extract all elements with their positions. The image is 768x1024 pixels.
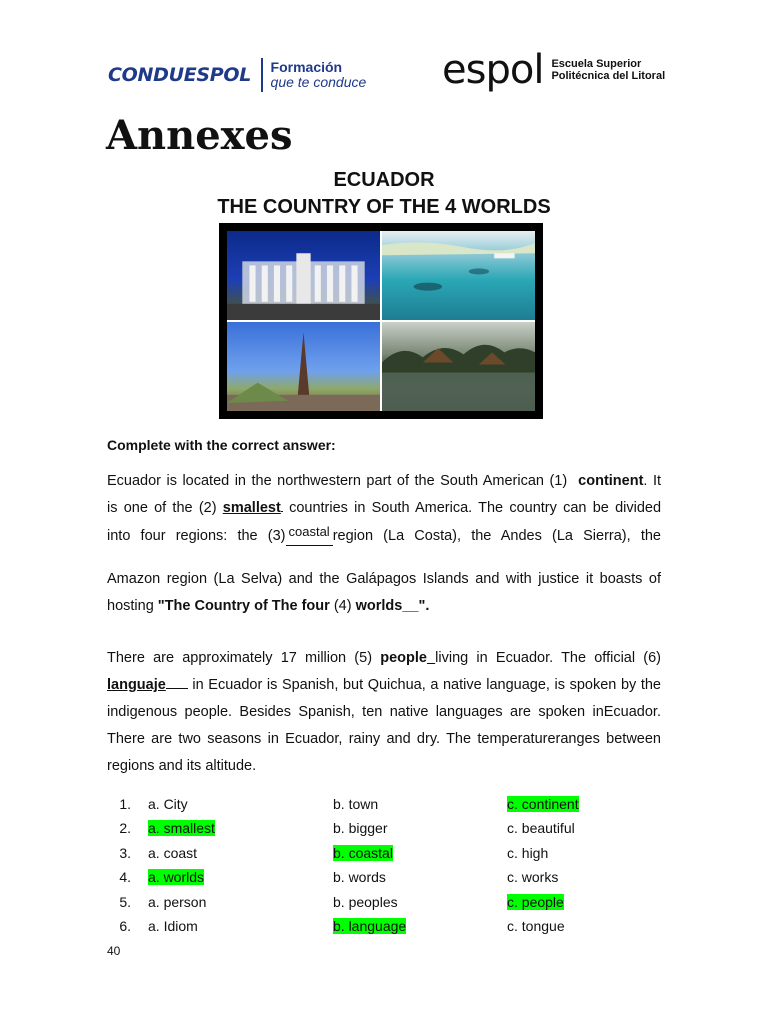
formacion-line1: Formación [270, 59, 343, 75]
p2-line5: regions and its altitude. [107, 758, 257, 774]
text-span: region (La Costa), the Andes (La Sierra), the [332, 528, 661, 544]
option-cell-c [507, 841, 667, 865]
p2-line1 [107, 645, 661, 672]
option-c: c. beautiful [507, 820, 575, 837]
option-cell-a [148, 914, 333, 938]
option-row [107, 914, 667, 938]
option-cell-a [148, 865, 333, 889]
p1-line2 [107, 495, 661, 522]
answer-2: smallest [222, 500, 281, 516]
answer-4: worlds__". [355, 598, 430, 614]
answer-3: coastal [286, 518, 333, 546]
option-number: 6. [119, 917, 131, 934]
blank-line [281, 511, 283, 512]
p1-line5 [107, 593, 661, 620]
instruction-text: Complete with the correct answer: [107, 437, 336, 453]
p2-line2 [107, 672, 661, 699]
option-cell-a [148, 792, 333, 816]
answer-6: languaje [107, 677, 166, 693]
paragraph-1 [107, 468, 661, 620]
logo-divider [261, 58, 263, 92]
option-number: 5. [119, 893, 131, 910]
espol-logo [442, 47, 666, 93]
option-a: a. worlds [148, 869, 205, 886]
option-cell-c [507, 792, 667, 816]
text-span: is one of the (2) [107, 500, 217, 516]
option-a: a. Idiom [148, 917, 198, 934]
conduespol-logo [108, 58, 366, 92]
answer-5: people [380, 650, 427, 666]
text-span: into four regions: the (3) [107, 528, 286, 544]
page-heading: Annexes [106, 112, 293, 159]
blank-line [166, 688, 188, 689]
option-a: a. smallest [148, 820, 215, 837]
option-b: b. coastal [333, 844, 393, 861]
text-span: countries in South America. The country can be divided [289, 500, 662, 516]
option-number: 3. [119, 844, 131, 861]
option-c: c. people [507, 893, 564, 910]
p2-line4: There are two seasons in Ecuador, rainy and dry. The temperatureranges between [107, 731, 661, 747]
option-cell-c [507, 914, 667, 938]
option-number: 1. [119, 796, 131, 812]
text-span: living in Ecuador. The official (6) [435, 650, 662, 666]
option-b: b. bigger [333, 820, 388, 837]
espol-name-line1: Escuela Superior [551, 58, 642, 70]
photo-amazon-lodge [382, 322, 535, 411]
option-cell-a [148, 890, 333, 914]
text-span: (4) [333, 598, 352, 614]
formacion-tagline [271, 60, 367, 90]
option-a: a. person [148, 893, 207, 910]
p2-line3: indigenous people. Besides Spanish, ten native languages are spoken inEcuador. [107, 704, 661, 720]
option-c: c. works [507, 869, 559, 886]
option-row [107, 890, 667, 914]
option-row [107, 792, 667, 816]
option-row [107, 865, 667, 889]
answer-options-list [107, 792, 667, 938]
title-line2: THE COUNTRY OF THE 4 WORLDS [217, 196, 551, 218]
option-cell-c [507, 816, 667, 840]
option-cell-b [333, 890, 507, 914]
option-row [107, 841, 667, 865]
option-b: b. language [333, 917, 407, 934]
text-span-bold: "The Country of The four [157, 598, 330, 614]
option-a: a. City [148, 796, 188, 812]
option-cell-b [333, 816, 507, 840]
option-cell-c [507, 890, 667, 914]
option-b: b. town [333, 796, 379, 812]
option-row [107, 816, 667, 840]
formacion-line2: que te conduce [270, 74, 367, 90]
text-span: in Ecuador is Spanish, but Quichua, a native language, is spoken by the [192, 677, 661, 693]
conduespol-wordmark: CONDUESPOL [108, 64, 252, 86]
text-span: . It [643, 473, 661, 489]
option-b: b. peoples [333, 893, 398, 910]
photo-coast-monument [227, 231, 380, 320]
option-a: a. coast [148, 844, 198, 861]
option-c: c. tongue [507, 917, 565, 934]
option-cell-b [333, 792, 507, 816]
p1-line3 [107, 522, 661, 550]
text-span: There are approximately 17 million (5) [107, 650, 373, 666]
photo-galapagos-sea [382, 231, 535, 320]
option-number: 4. [119, 869, 131, 886]
option-cell-b [333, 865, 507, 889]
text-span [427, 650, 435, 666]
option-cell-c [507, 865, 667, 889]
answer-1: continent [578, 473, 644, 489]
espol-wordmark: espol [442, 47, 544, 93]
photo-andes-monument [227, 322, 380, 411]
option-cell-b [333, 841, 507, 865]
p1-line4: Amazon region (La Selva) and the Galápagos Islands and with justice it boasts of [107, 571, 661, 587]
page-number: 40 [107, 944, 121, 958]
paragraph-2 [107, 645, 661, 780]
option-cell-b [333, 914, 507, 938]
ecuador-photo-collage [219, 223, 543, 419]
title-line1: ECUADOR [333, 169, 435, 191]
option-c: c. high [507, 844, 549, 861]
text-span: hosting [107, 598, 154, 614]
option-cell-a [148, 841, 333, 865]
option-cell-a [148, 816, 333, 840]
option-number: 2. [119, 820, 131, 837]
espol-fullname [551, 58, 665, 82]
option-c: c. continent [507, 796, 579, 812]
espol-name-line2: Politécnica del Litoral [551, 70, 666, 82]
p1-line1 [107, 468, 661, 495]
option-b: b. words [333, 869, 386, 886]
text-span: Ecuador is located in the northwestern part of the South American (1) [107, 473, 568, 489]
